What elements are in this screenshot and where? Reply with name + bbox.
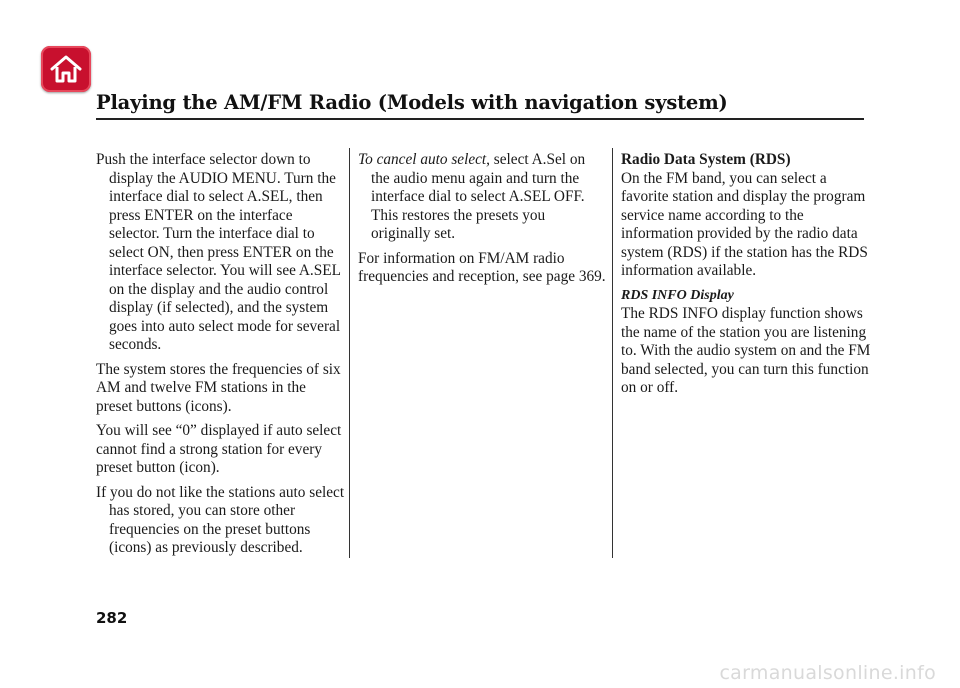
column-divider-2 bbox=[612, 148, 613, 558]
subheading-rds-info-display: RDS INFO Display bbox=[621, 287, 734, 303]
column-divider-1 bbox=[349, 148, 350, 558]
paragraph-rds-info-display: The RDS INFO display function shows the name of the station you are listening to. With the audio system on and the FM band selected, you can turn this function on or off. bbox=[621, 305, 871, 396]
paragraph-auto-select-steps: Push the interface selector down to display the AUDIO MENU. Turn the interface dial to select A.SEL, then press ENTER on the interface selector. Turn the interface dial to select ON, then press ENTER on the interface selector. You will see A.SEL on the display and the audio control display (if selected), and the system goes into auto select mode for several seconds. bbox=[96, 151, 341, 353]
home-button[interactable] bbox=[41, 46, 91, 92]
paragraph-frequency-info: For information on FM/AM radio frequencies and reception, see page 369. bbox=[358, 249, 606, 285]
home-icon bbox=[49, 53, 83, 85]
column-right bbox=[621, 151, 871, 404]
column-middle bbox=[358, 151, 606, 293]
paragraph-cancel-auto-select bbox=[358, 151, 606, 244]
paragraph-stores-frequencies: The system stores the frequencies of six AM and twelve FM stations in the preset buttons (icons). bbox=[96, 360, 341, 415]
watermark: carmanualsonline.info bbox=[719, 662, 936, 684]
section-heading-rds: Radio Data System (RDS) bbox=[621, 151, 791, 168]
column-left bbox=[96, 151, 346, 564]
cancel-auto-select-lead: To cancel auto select, bbox=[358, 151, 490, 168]
paragraph-store-other: If you do not like the stations auto select has stored, you can store other frequencies on the preset buttons (icons) as previously described. bbox=[96, 483, 345, 556]
paragraph-zero-displayed: You will see “0” displayed if auto select cannot find a strong station for every preset button (icon). bbox=[96, 422, 342, 476]
page-number: 282 bbox=[96, 609, 128, 627]
page-title: Playing the AM/FM Radio (Models with navigation system) bbox=[96, 91, 728, 114]
paragraph-rds-description: On the FM band, you can select a favorite station and display the program service name according to the information provided by the radio data system (RDS) if the station has the RDS information available. bbox=[621, 169, 868, 279]
title-divider bbox=[96, 118, 864, 120]
cancel-auto-select-text: select A.Sel on the audio menu again and turn the interface dial to select A.SEL OFF. This restores the presets you originally set. bbox=[371, 151, 586, 242]
